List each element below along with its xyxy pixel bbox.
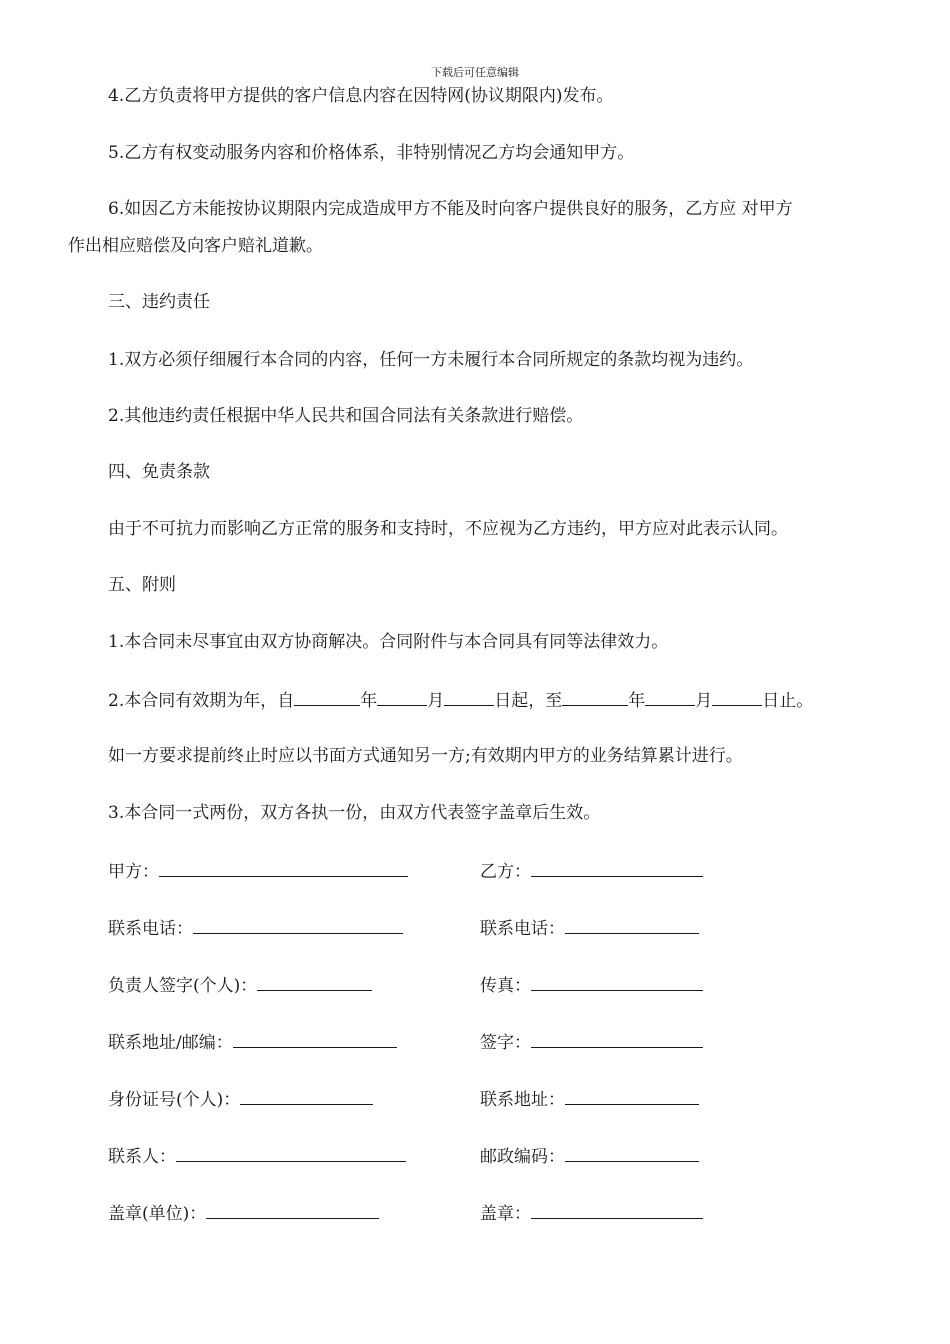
party-a-seal-field[interactable] bbox=[206, 1202, 379, 1219]
term-start-end-label: 日起，至 bbox=[494, 691, 563, 711]
section-5-item-2 bbox=[108, 689, 813, 711]
section-3-item-1: 1.双方必须仔细履行本合同的内容，任何一方未履行本合同所规定的条款均视为违约。 bbox=[108, 350, 754, 370]
section-4-body: 由于不可抗力而影响乙方正常的服务和支持时，不应视为乙方违约，甲方应对此表示认同。 bbox=[108, 519, 788, 539]
party-b-postcode-field[interactable] bbox=[565, 1145, 699, 1162]
party-b-signature-row bbox=[480, 1031, 703, 1053]
section-5-item-3: 3.本合同一式两份，双方各执一份，由双方代表签字盖章后生效。 bbox=[108, 803, 601, 823]
term-year-label: 年 bbox=[360, 691, 378, 711]
party-b-phone-row bbox=[480, 917, 699, 939]
section-3-title: 三、违约责任 bbox=[108, 292, 210, 312]
clause-6-line2: 作出相应赔偿及向客户赔礼道歉。 bbox=[68, 236, 323, 256]
section-5-note: 如一方要求提前终止时应以书面方式通知另一方;有效期内甲方的业务结算累计进行。 bbox=[108, 746, 743, 766]
party-a-contact-label: 联系人： bbox=[108, 1147, 176, 1167]
party-a-seal-row bbox=[108, 1202, 379, 1224]
section-5-item-1: 1.本合同未尽事宜由双方协商解决。合同附件与本合同具有同等法律效力。 bbox=[108, 632, 669, 652]
party-a-seal-label: 盖章(单位)： bbox=[108, 1204, 207, 1224]
party-a-address-row bbox=[108, 1031, 397, 1053]
party-b-address-field[interactable] bbox=[565, 1088, 699, 1105]
party-b-signature-label: 签字： bbox=[480, 1033, 531, 1053]
party-b-postcode-row bbox=[480, 1145, 699, 1167]
party-a-phone-row bbox=[108, 917, 403, 939]
start-day-blank[interactable] bbox=[444, 689, 494, 706]
section-3-item-2: 2.其他违约责任根据中华人民共和国合同法有关条款进行赔偿。 bbox=[108, 406, 584, 426]
clause-4: 4.乙方负责将甲方提供的客户信息内容在因特网(协议期限内)发布。 bbox=[108, 86, 614, 106]
party-a-row bbox=[108, 860, 408, 882]
party-b-phone-label: 联系电话： bbox=[480, 919, 565, 939]
party-a-signer-row bbox=[108, 974, 372, 996]
party-b-address-label: 联系地址： bbox=[480, 1090, 565, 1110]
party-b-signature-field[interactable] bbox=[531, 1031, 703, 1048]
term-month2-label: 月 bbox=[695, 691, 713, 711]
end-year-blank[interactable] bbox=[562, 689, 628, 706]
party-b-row bbox=[480, 860, 703, 882]
end-month-blank[interactable] bbox=[645, 689, 695, 706]
party-a-id-field[interactable] bbox=[240, 1088, 373, 1105]
clause-6-line1: 6.如因乙方未能按协议期限内完成造成甲方不能及时向客户提供良好的服务，乙方应 对甲方 bbox=[108, 199, 793, 219]
party-a-signer-label: 负责人签字(个人)： bbox=[108, 976, 258, 996]
party-a-id-label: 身份证号(个人)： bbox=[108, 1090, 241, 1110]
party-a-contact-field[interactable] bbox=[176, 1145, 406, 1162]
party-b-seal-field[interactable] bbox=[531, 1202, 703, 1219]
clause-5: 5.乙方有权变动服务内容和价格体系，非特别情况乙方均会通知甲方。 bbox=[108, 143, 635, 163]
section-5-title: 五、附则 bbox=[108, 575, 176, 595]
party-a-field[interactable] bbox=[159, 860, 408, 877]
page-header: 下载后可任意编辑 bbox=[431, 66, 519, 79]
party-a-phone-field[interactable] bbox=[193, 917, 403, 934]
party-a-signer-field[interactable] bbox=[257, 974, 372, 991]
start-month-blank[interactable] bbox=[377, 689, 427, 706]
party-b-postcode-label: 邮政编码： bbox=[480, 1147, 565, 1167]
party-a-label: 甲方： bbox=[108, 862, 159, 882]
party-a-contact-row bbox=[108, 1145, 406, 1167]
party-b-fax-label: 传真： bbox=[480, 976, 531, 996]
party-a-address-field[interactable] bbox=[233, 1031, 397, 1048]
term-prefix: 2.本合同有效期为年，自 bbox=[108, 691, 295, 711]
party-b-seal-row bbox=[480, 1202, 703, 1224]
party-b-fax-field[interactable] bbox=[531, 974, 703, 991]
party-b-field[interactable] bbox=[531, 860, 703, 877]
party-b-seal-label: 盖章： bbox=[480, 1204, 531, 1224]
party-b-address-row bbox=[480, 1088, 699, 1110]
party-b-label: 乙方： bbox=[480, 862, 531, 882]
party-a-address-label: 联系地址/邮编： bbox=[108, 1033, 233, 1053]
party-b-phone-field[interactable] bbox=[565, 917, 699, 934]
term-month-label: 月 bbox=[427, 691, 445, 711]
section-4-title: 四、免责条款 bbox=[108, 462, 210, 482]
term-end-label: 日止。 bbox=[762, 691, 814, 711]
party-a-phone-label: 联系电话： bbox=[108, 919, 193, 939]
start-year-blank[interactable] bbox=[294, 689, 360, 706]
term-year2-label: 年 bbox=[628, 691, 646, 711]
party-b-fax-row bbox=[480, 974, 703, 996]
end-day-blank[interactable] bbox=[712, 689, 762, 706]
party-a-id-row bbox=[108, 1088, 373, 1110]
